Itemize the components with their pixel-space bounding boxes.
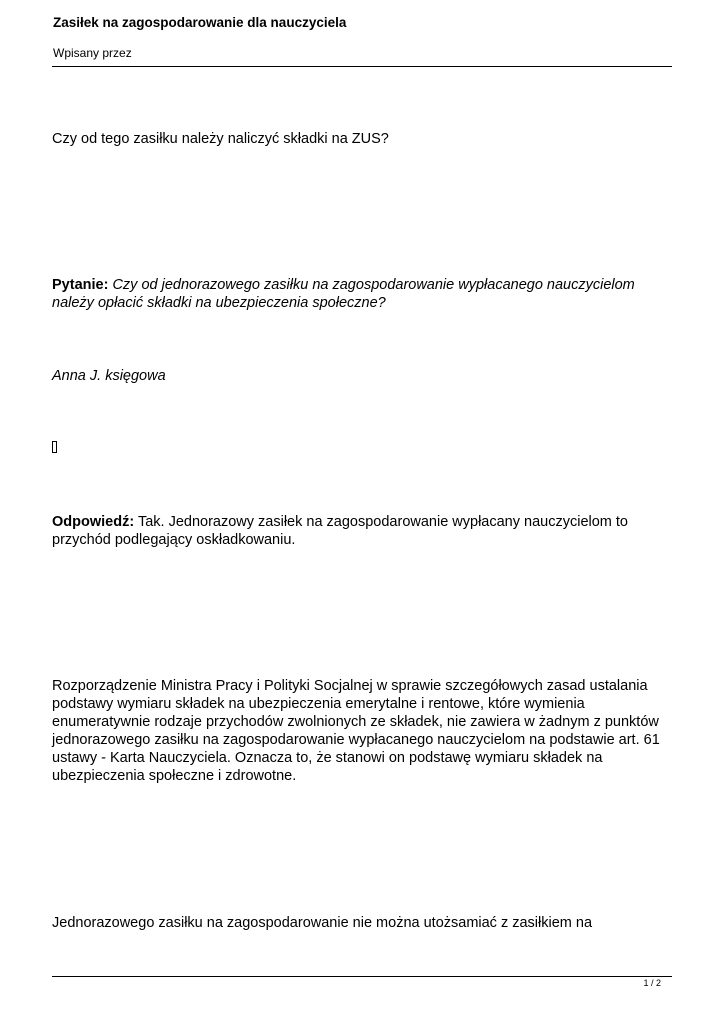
answer-text: Tak. Jednorazowy zasiłek na zagospodarowanie wypłacany nauczycielom to przychód podlegający oskładkowaniu. <box>52 514 628 548</box>
answer-paragraph <box>52 513 677 549</box>
page-title: Zasiłek na zagospodarowanie dla nauczyciela <box>53 15 347 30</box>
missing-glyph-icon <box>52 441 57 453</box>
signature: Anna J. księgowa <box>52 368 166 384</box>
page-number: 1 / 2 <box>643 978 661 988</box>
body-paragraph-2: Jednorazowego zasiłku na zagospodarowanie nie można utożsamiać z zasiłkiem na <box>52 915 593 931</box>
answer-label: Odpowiedź: <box>52 514 135 530</box>
footer-divider <box>52 976 672 977</box>
header-divider <box>52 66 672 67</box>
question-label: Pytanie: <box>52 277 109 293</box>
question-text: Czy od jednorazowego zasiłku na zagospodarowanie wypłacanego nauczycielom należy opłacić składki na ubezpieczenia społeczne? <box>52 277 635 311</box>
author-line: Wpisany przez <box>53 46 132 60</box>
question-paragraph <box>52 276 677 312</box>
body-paragraph-1: Rozporządzenie Ministra Pracy i Polityki Socjalnej w sprawie szczegółowych zasad ustalania podstawy wymiaru składek na ubezpieczenia emerytalne i rentowe, które wymienia enumeratywnie rodzaje przychodów zwolnionych ze składek, nie zawiera w żadnym z punktów jednorazowego zasiłku na zagospodarowanie wypłacanego nauczycielom na podstawie art. 61 ustawy - Karta Nauczyciela. Oznacza to, że stanowi on podstawę wymiaru składek na ubezpieczenia społeczne i zdrowotne. <box>52 678 660 784</box>
lead-text: Czy od tego zasiłku należy naliczyć składki na ZUS? <box>52 131 389 147</box>
